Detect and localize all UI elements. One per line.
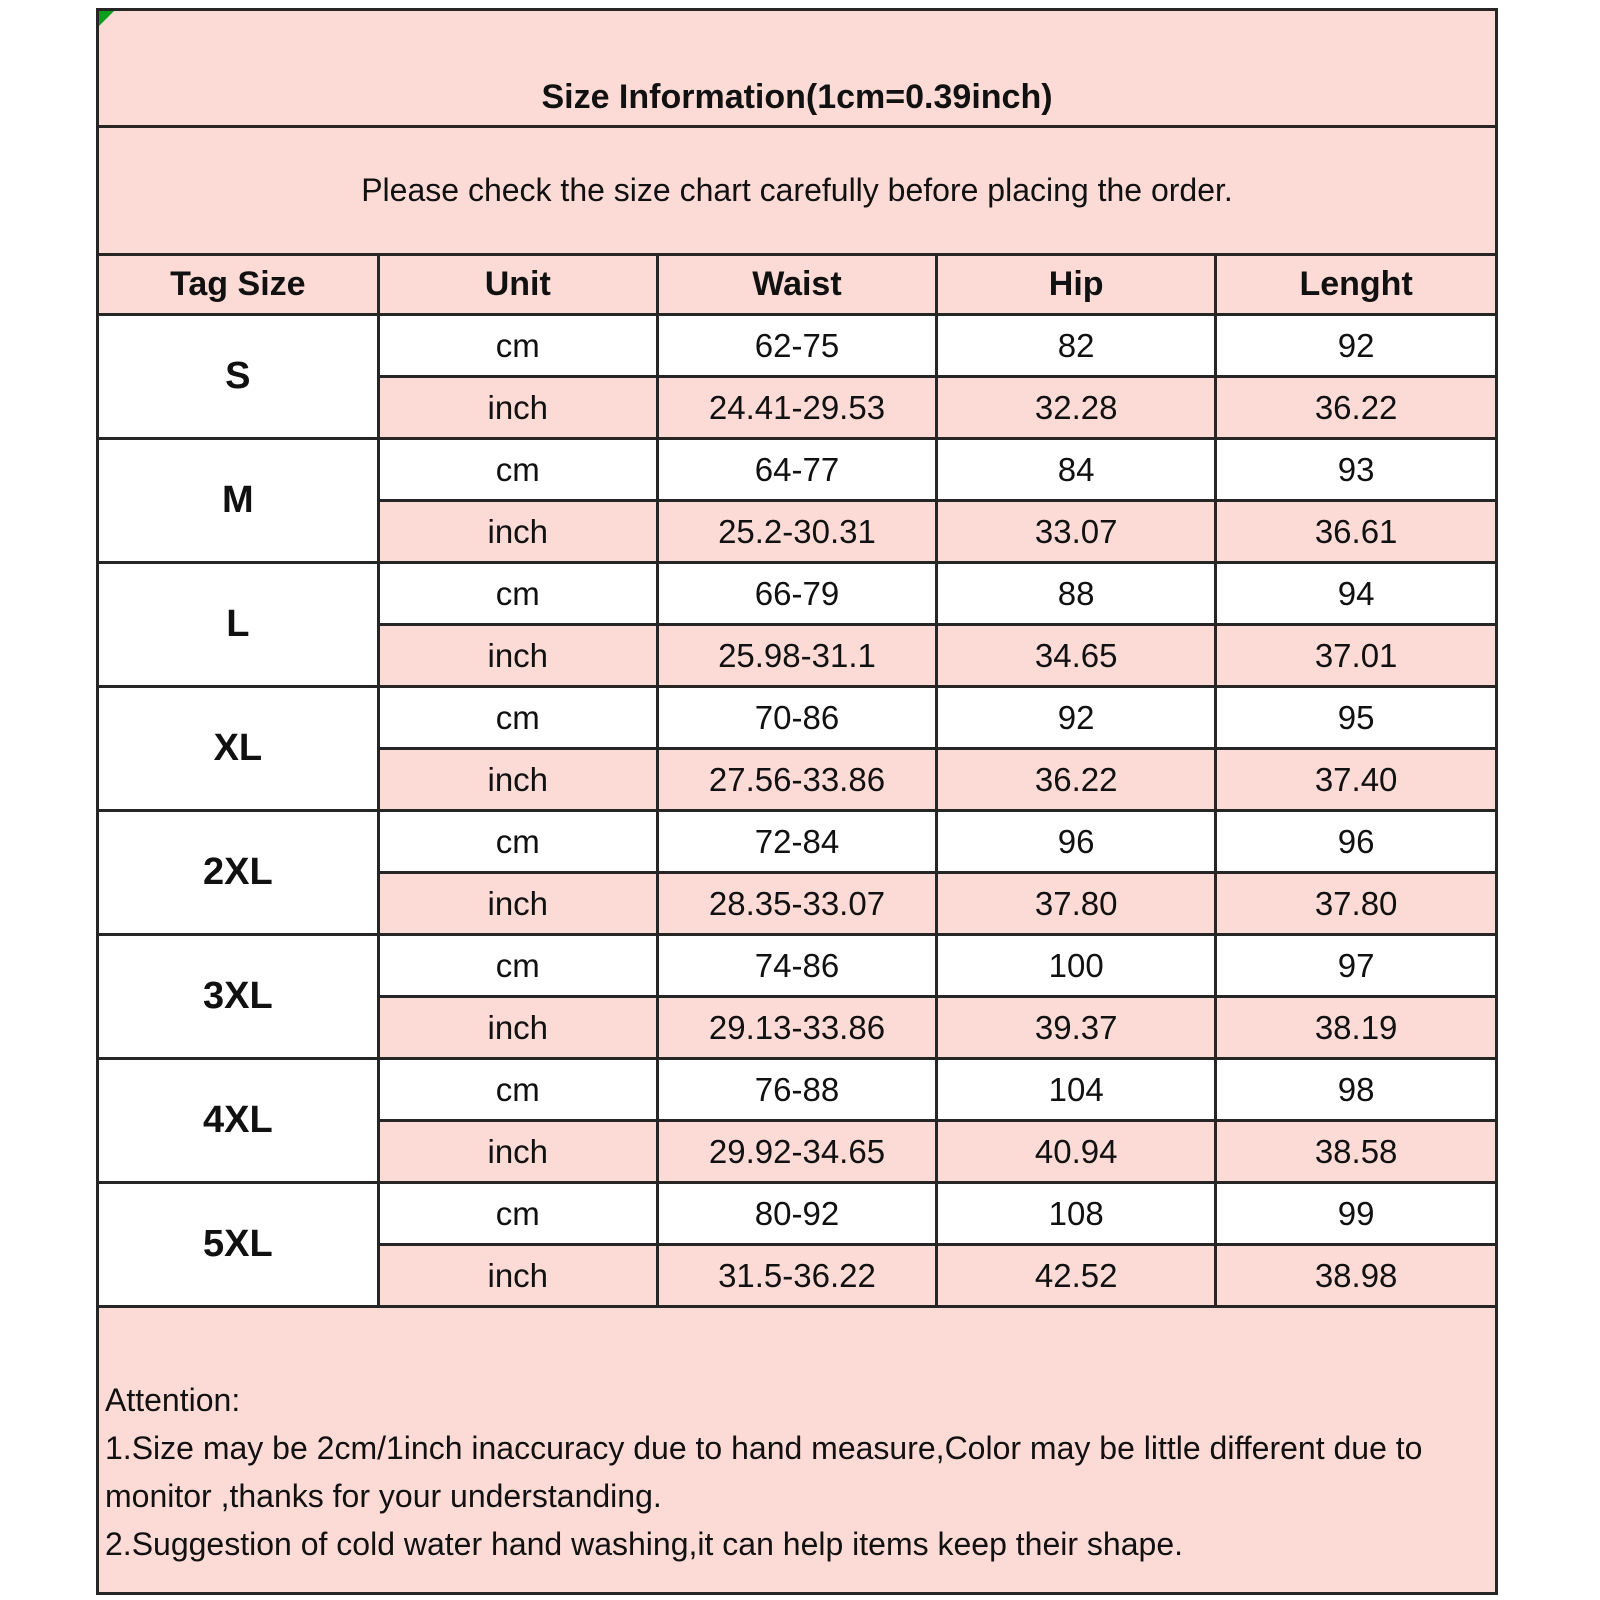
length-inch-cell: 36.61 [1216,501,1495,563]
length-inch-cell: 38.58 [1216,1121,1495,1183]
size-chart-sheet [96,8,1498,1595]
hip-cm-cell: 88 [937,563,1216,625]
table-row [99,563,1495,625]
length-cm-cell: 96 [1216,811,1495,873]
tag-size-cell: 4XL [99,1059,378,1183]
attention-label: Attention: [105,1382,241,1418]
attention-section [99,1308,1495,1592]
table-row [99,315,1495,377]
hip-cm-cell: 100 [937,935,1216,997]
waist-cm-cell: 64-77 [657,439,936,501]
tag-size-cell: L [99,563,378,687]
table-row [99,1059,1495,1121]
waist-cm-cell: 74-86 [657,935,936,997]
unit-cm-cell: cm [378,439,657,501]
waist-cm-cell: 80-92 [657,1183,936,1245]
tag-size-cell: M [99,439,378,563]
length-cm-cell: 93 [1216,439,1495,501]
hip-cm-cell: 92 [937,687,1216,749]
col-header-hip: Hip [937,256,1216,315]
length-inch-cell: 38.19 [1216,997,1495,1059]
hip-cm-cell: 104 [937,1059,1216,1121]
waist-inch-cell: 27.56-33.86 [657,749,936,811]
unit-cm-cell: cm [378,687,657,749]
hip-cm-cell: 108 [937,1183,1216,1245]
unit-inch-cell: inch [378,749,657,811]
waist-inch-cell: 29.92-34.65 [657,1121,936,1183]
attention-note-2: 2.Suggestion of cold water hand washing,it can help items keep their shape. [105,1526,1183,1562]
unit-inch-cell: inch [378,1245,657,1307]
hip-cm-cell: 84 [937,439,1216,501]
size-table [99,256,1495,1308]
hip-inch-cell: 37.80 [937,873,1216,935]
hip-inch-cell: 36.22 [937,749,1216,811]
hip-inch-cell: 32.28 [937,377,1216,439]
waist-inch-cell: 25.98-31.1 [657,625,936,687]
length-inch-cell: 38.98 [1216,1245,1495,1307]
length-cm-cell: 92 [1216,315,1495,377]
waist-inch-cell: 31.5-36.22 [657,1245,936,1307]
hip-cm-cell: 96 [937,811,1216,873]
unit-cm-cell: cm [378,1183,657,1245]
hip-cm-cell: 82 [937,315,1216,377]
header-row [99,256,1495,315]
length-cm-cell: 99 [1216,1183,1495,1245]
unit-inch-cell: inch [378,501,657,563]
waist-cm-cell: 76-88 [657,1059,936,1121]
length-cm-cell: 97 [1216,935,1495,997]
attention-note-1: 1.Size may be 2cm/1inch inaccuracy due to hand measure,Color may be little different due to [105,1430,1423,1466]
page-title: Size Information(1cm=0.39inch) [99,11,1495,128]
unit-inch-cell: inch [378,1121,657,1183]
tag-size-cell: S [99,315,378,439]
waist-inch-cell: 25.2-30.31 [657,501,936,563]
col-header-length: Lenght [1216,256,1495,315]
unit-cm-cell: cm [378,935,657,997]
waist-inch-cell: 28.35-33.07 [657,873,936,935]
unit-inch-cell: inch [378,997,657,1059]
col-header-unit: Unit [378,256,657,315]
length-cm-cell: 95 [1216,687,1495,749]
table-row [99,687,1495,749]
table-row [99,935,1495,997]
corner-marker-icon [99,11,114,26]
attention-note-1-cont: monitor ,thanks for your understanding. [105,1478,662,1514]
table-row [99,1183,1495,1245]
unit-cm-cell: cm [378,563,657,625]
waist-cm-cell: 66-79 [657,563,936,625]
tag-size-cell: 2XL [99,811,378,935]
waist-cm-cell: 62-75 [657,315,936,377]
unit-inch-cell: inch [378,377,657,439]
unit-inch-cell: inch [378,625,657,687]
hip-inch-cell: 33.07 [937,501,1216,563]
table-row [99,811,1495,873]
length-inch-cell: 37.80 [1216,873,1495,935]
length-inch-cell: 37.40 [1216,749,1495,811]
length-inch-cell: 37.01 [1216,625,1495,687]
waist-cm-cell: 70-86 [657,687,936,749]
tag-size-cell: 5XL [99,1183,378,1307]
unit-cm-cell: cm [378,315,657,377]
col-header-waist: Waist [657,256,936,315]
unit-cm-cell: cm [378,811,657,873]
hip-inch-cell: 40.94 [937,1121,1216,1183]
length-cm-cell: 94 [1216,563,1495,625]
tag-size-cell: 3XL [99,935,378,1059]
subtitle: Please check the size chart carefully before placing the order. [99,128,1495,256]
col-header-tag-size: Tag Size [99,256,378,315]
length-cm-cell: 98 [1216,1059,1495,1121]
unit-cm-cell: cm [378,1059,657,1121]
length-inch-cell: 36.22 [1216,377,1495,439]
hip-inch-cell: 42.52 [937,1245,1216,1307]
waist-cm-cell: 72-84 [657,811,936,873]
waist-inch-cell: 24.41-29.53 [657,377,936,439]
hip-inch-cell: 34.65 [937,625,1216,687]
waist-inch-cell: 29.13-33.86 [657,997,936,1059]
hip-inch-cell: 39.37 [937,997,1216,1059]
table-row [99,439,1495,501]
tag-size-cell: XL [99,687,378,811]
unit-inch-cell: inch [378,873,657,935]
